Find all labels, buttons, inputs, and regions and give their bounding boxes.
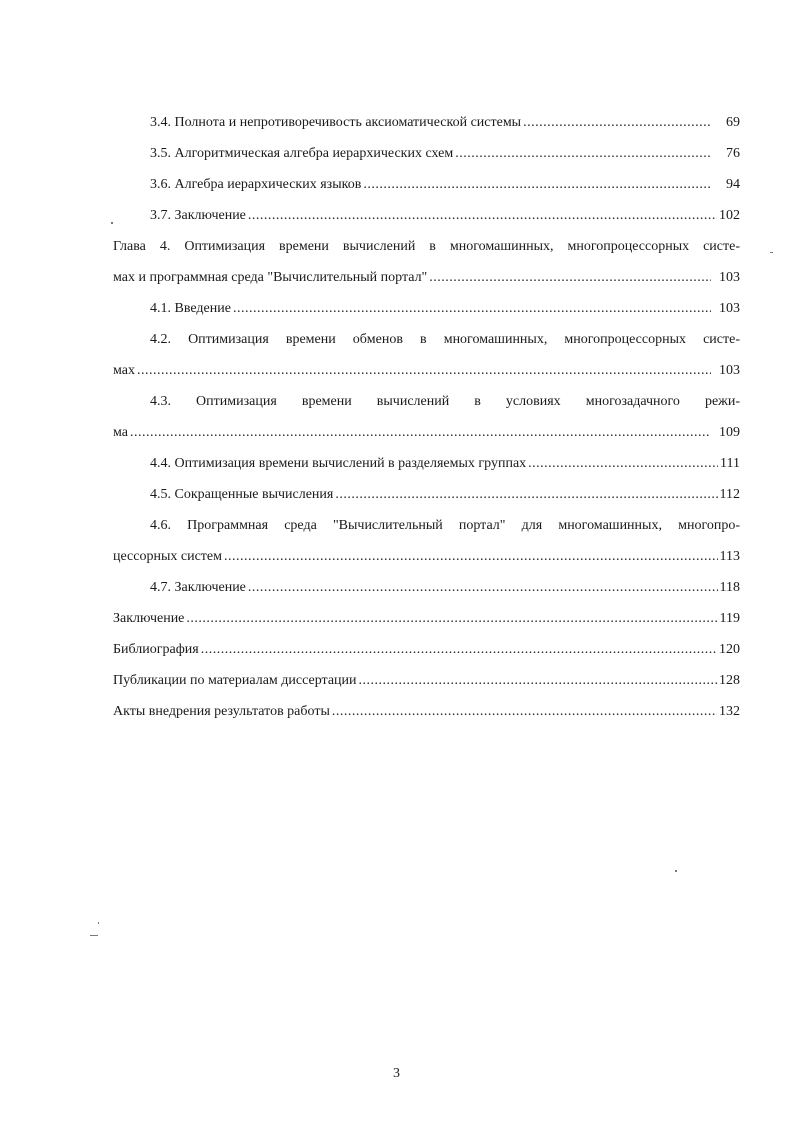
toc-entry-title: Публикации по материалам диссертации [113, 673, 357, 688]
toc-entry-4-3 [113, 392, 740, 454]
leader-dots [523, 113, 710, 133]
toc-entry-title: Акты внедрения результатов работы [113, 704, 330, 719]
toc-entry-page: 111 [720, 456, 740, 471]
toc-entry-page: 102 [719, 208, 740, 223]
leader-dots [359, 671, 717, 691]
toc-entry-page: 120 [719, 642, 740, 657]
toc-entry-4-4 [113, 454, 740, 485]
toc-entry-title: 3.5. Алгоритмическая алгебра иерархических схем [150, 146, 454, 161]
toc-entry-4-7 [113, 578, 740, 609]
toc-entry-3-5 [113, 144, 740, 175]
toc-entry-chapter-4 [113, 237, 740, 299]
leader-dots [363, 175, 710, 195]
leader-dots [335, 485, 717, 505]
page-number: 3 [393, 1066, 400, 1081]
toc-entry-3-4 [113, 113, 740, 144]
toc-entry-title: 4.7. Заключение [150, 580, 246, 595]
toc-entry-title: 3.7. Заключение [150, 208, 246, 223]
toc-entry-title: 4.1. Введение [150, 301, 231, 316]
leader-dots [248, 206, 717, 226]
leader-dots [332, 702, 717, 722]
leader-dots [224, 547, 718, 567]
toc-entry-title-line1: Глава 4. Оптимизация времени вычислений в многомашинных, многопроцессорных систе- [113, 239, 740, 254]
toc-entry-title-line1: 4.3. Оптимизация времени вычислений в условиях многозадачного режи- [150, 394, 740, 409]
toc-entry-page: 76 [726, 146, 740, 161]
leader-dots [130, 423, 711, 443]
toc-entry-title: 4.5. Сокращенные вычисления [150, 487, 334, 502]
scan-speck [770, 252, 773, 253]
toc-entry-title: 3.4. Полнота и непротиворечивость аксиоматической системы [150, 115, 522, 130]
scan-speck [675, 870, 677, 872]
toc-entry-page: 112 [719, 487, 740, 502]
leader-dots [528, 454, 718, 474]
toc-entry-title-line1: 4.2. Оптимизация времени обменов в многомашинных, многопроцессорных систе- [150, 332, 740, 347]
leader-dots [455, 144, 710, 164]
toc-entry-page: 132 [719, 704, 740, 719]
toc-entry-title: 3.6. Алгебра иерархических языков [150, 177, 362, 192]
toc-entry-title: Заключение [113, 611, 185, 626]
toc-entry-page: 103 [719, 363, 740, 378]
toc-entry-title-line2: мах и программная среда "Вычислительный портал" [113, 270, 428, 285]
toc-entry-title-line2: ма [113, 425, 128, 440]
toc-entry-4-6 [113, 516, 740, 578]
toc-entry-title-line1: 4.6. Программная среда "Вычислительный портал" для многомашинных, многопро- [150, 518, 740, 533]
scan-speck [111, 222, 113, 224]
leader-dots [201, 640, 717, 660]
toc-entry-page: 113 [719, 549, 740, 564]
toc-entry-page: 103 [719, 301, 740, 316]
toc-entry-3-6 [113, 175, 740, 206]
toc-entry-bibliography [113, 640, 740, 671]
table-of-contents [113, 113, 740, 733]
toc-entry-conclusion [113, 609, 740, 640]
toc-entry-title-line2: мах [113, 363, 135, 378]
leader-dots [429, 268, 711, 288]
toc-entry-4-2 [113, 330, 740, 392]
toc-entry-page: 109 [719, 425, 740, 440]
leader-dots [248, 578, 718, 598]
scan-speck [98, 922, 99, 924]
leader-dots [233, 299, 711, 319]
leader-dots [186, 609, 717, 629]
toc-entry-4-1 [113, 299, 740, 330]
scan-speck [90, 935, 98, 936]
toc-entry-title: 4.4. Оптимизация времени вычислений в разделяемых группах [150, 456, 527, 471]
toc-entry-3-7 [113, 206, 740, 237]
toc-entry-page: 69 [726, 115, 740, 130]
toc-entry-page: 119 [719, 611, 740, 626]
toc-entry-title-line2: цессорных систем [113, 549, 222, 564]
toc-entry-acts [113, 702, 740, 733]
toc-entry-title: Библиография [113, 642, 199, 657]
toc-entry-4-5 [113, 485, 740, 516]
toc-entry-page: 118 [719, 580, 740, 595]
leader-dots [137, 361, 711, 381]
toc-entry-page: 128 [719, 673, 740, 688]
toc-entry-page: 103 [719, 270, 740, 285]
toc-entry-publications [113, 671, 740, 702]
toc-entry-page: 94 [726, 177, 740, 192]
